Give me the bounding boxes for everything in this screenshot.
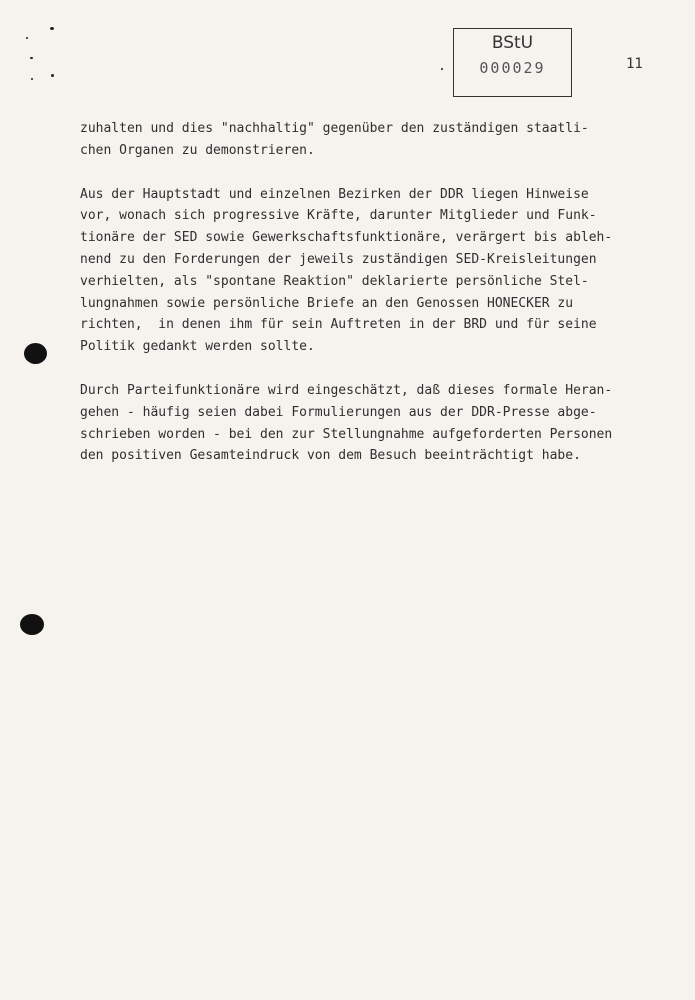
scan-speck bbox=[50, 27, 54, 30]
text-line: nend zu den Forderungen der jeweils zuständigen SED-Kreisleitungen bbox=[80, 251, 597, 267]
paragraph bbox=[80, 118, 670, 162]
text-line: den positiven Gesamteindruck von dem Besuch beeinträchtigt habe. bbox=[80, 448, 581, 464]
archive-stamp bbox=[453, 28, 572, 97]
text-line: Politik gedankt werden sollte. bbox=[80, 339, 315, 355]
stamp-number: 000029 bbox=[479, 59, 546, 77]
text-line: tionäre der SED sowie Gewerkschaftsfunktionäre, verärgert bis ableh- bbox=[80, 230, 613, 246]
paragraph bbox=[80, 380, 670, 467]
text-line: vor, wonach sich progressive Kräfte, darunter Mitglieder und Funk- bbox=[80, 208, 597, 224]
text-line: Aus der Hauptstadt und einzelnen Bezirken der DDR liegen Hinweise bbox=[80, 186, 589, 202]
text-line: verhielten, als "spontane Reaktion" deklarierte persönliche Stel- bbox=[80, 273, 589, 289]
page-number: 11 bbox=[626, 56, 643, 72]
text-line: Durch Parteifunktionäre wird eingeschätzt, daß dieses formale Heran- bbox=[80, 382, 613, 398]
scan-speck bbox=[31, 78, 33, 80]
text-line: richten, in denen ihm für sein Auftreten in der BRD und für seine bbox=[80, 317, 597, 333]
text-line: schrieben worden - bei den zur Stellungnahme aufgeforderten Personen bbox=[80, 426, 613, 442]
paragraph bbox=[80, 184, 670, 358]
text-line: lungnahmen sowie persönliche Briefe an den Genossen HONECKER zu bbox=[80, 295, 574, 311]
scan-speck bbox=[30, 57, 33, 59]
body-text bbox=[80, 118, 670, 489]
scan-speck bbox=[441, 68, 443, 70]
punch-hole bbox=[24, 343, 47, 364]
scan-speck bbox=[51, 74, 54, 77]
text-line: zuhalten und dies "nachhaltig" gegenüber den zuständigen staatli- bbox=[80, 121, 589, 136]
punch-hole bbox=[20, 614, 44, 635]
stamp-label: BStU bbox=[491, 33, 534, 53]
text-line: gehen - häufig seien dabei Formulierungen aus der DDR-Presse abge- bbox=[80, 404, 597, 420]
text-line: chen Organen zu demonstrieren. bbox=[80, 142, 315, 158]
scan-speck bbox=[26, 37, 28, 39]
